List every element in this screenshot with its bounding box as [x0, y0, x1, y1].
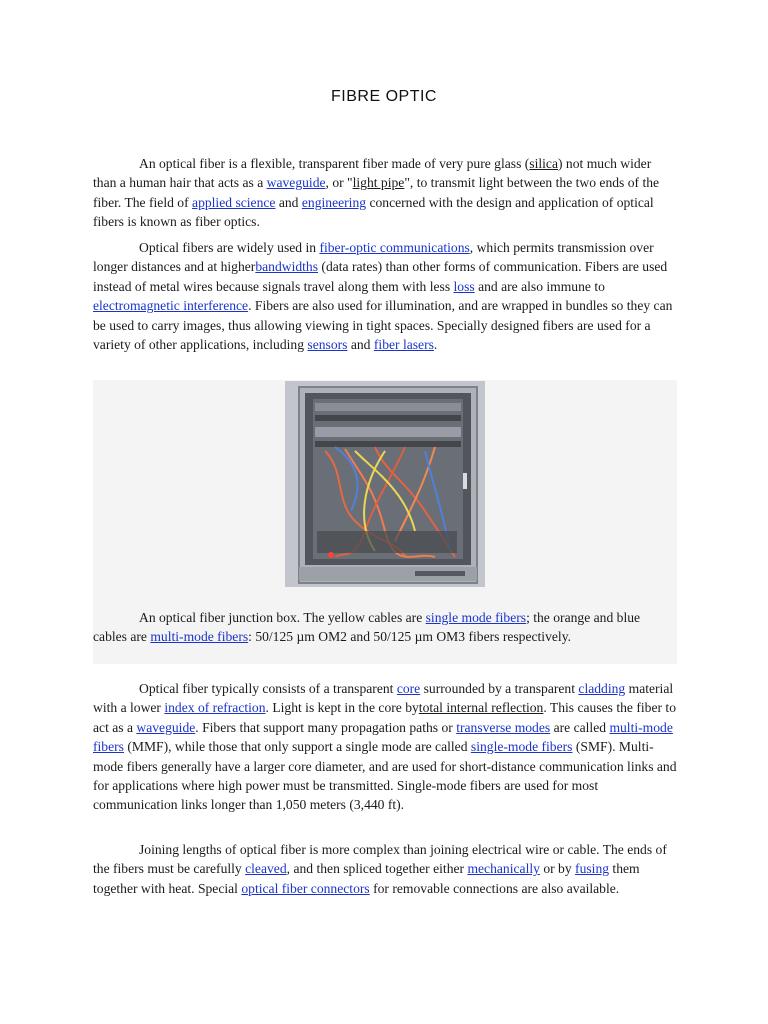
- text-run: ; the orange and blue cables are: [93, 610, 641, 645]
- link-cladding[interactable]: cladding: [578, 681, 626, 696]
- text-run: concerned with the design and application of optical fibers is known as fiber optics.: [93, 194, 654, 230]
- paragraph-intro: [93, 154, 677, 232]
- link-optical-fiber-connectors[interactable]: optical fiber connectors: [241, 880, 370, 896]
- link-waveguide[interactable]: waveguide: [266, 175, 326, 191]
- paragraph-uses: [93, 238, 677, 354]
- text-run: (data rates) than other forms of communication. Fibers are used instead of metal wires because signals travel along them with less: [93, 259, 668, 294]
- text-run: and: [275, 194, 302, 210]
- link-fiber-lasers[interactable]: fiber lasers: [373, 337, 434, 353]
- link-waveguide-2[interactable]: waveguide: [136, 719, 196, 735]
- figure-caption: [93, 608, 677, 647]
- link-total-internal-reflection[interactable]: total internal reflection: [418, 700, 544, 716]
- text-run: Optical fibers are widely used in: [139, 240, 320, 255]
- text-run: for removable connections are also available.: [369, 880, 620, 896]
- link-sensors[interactable]: sensors: [307, 337, 348, 353]
- text-run: An optical fiber is a flexible, transparent fiber made of very pure glass (: [139, 156, 530, 171]
- link-cleaved[interactable]: cleaved: [245, 861, 287, 877]
- link-fiber-optic-communications[interactable]: fiber-optic communications: [319, 240, 470, 255]
- link-electromagnetic-interference[interactable]: electromagnetic interference: [93, 298, 249, 314]
- link-bandwidths[interactable]: bandwidths: [255, 259, 319, 275]
- text-run: .: [433, 337, 438, 353]
- link-loss[interactable]: loss: [453, 278, 475, 294]
- text-run: . Fibers are also used for illumination, and are wrapped in bundles so they can be used to carry images, thus allowing viewing in tight spaces. Specially designed fibers are used for a variety of other applications, including: [93, 298, 673, 353]
- text-run: material with a lower: [93, 681, 674, 716]
- link-silica[interactable]: silica: [529, 156, 558, 171]
- paragraph-structure: [93, 679, 677, 815]
- paragraph-joining: [93, 840, 677, 898]
- text-run: . Light is kept in the core by: [265, 700, 419, 716]
- link-applied-science[interactable]: applied science: [192, 194, 276, 210]
- link-multi-mode-fibers[interactable]: multi-mode fibers: [150, 629, 249, 645]
- link-multi-mode-fibers-2[interactable]: multi-mode fibers: [93, 719, 673, 755]
- text-run: Joining lengths of optical fiber is more complex than joining electrical wire or cable. The ends of the fibers must be carefully: [93, 842, 667, 877]
- text-run: . This causes the fiber to act as a: [93, 700, 676, 735]
- link-fusing[interactable]: fusing: [575, 861, 610, 877]
- link-light-pipe[interactable]: light pipe: [352, 175, 405, 191]
- text-run: surrounded by a transparent: [420, 681, 579, 696]
- text-run: and: [347, 337, 374, 353]
- text-run: An optical fiber junction box. The yellow cables are: [139, 610, 426, 625]
- link-single-mode-fibers[interactable]: single mode fibers: [425, 610, 527, 625]
- link-engineering[interactable]: engineering: [301, 194, 367, 210]
- junction-box-image: [285, 381, 485, 587]
- text-run: are called: [550, 719, 610, 735]
- text-run: : 50/125 µm OM2 and 50/125 µm OM3 fibers respectively.: [248, 629, 572, 645]
- text-run: , and then spliced together either: [286, 861, 468, 877]
- link-transverse-modes[interactable]: transverse modes: [456, 719, 551, 735]
- text-run: and are also immune to: [474, 278, 605, 294]
- link-core[interactable]: core: [396, 681, 421, 696]
- junction-box-photo: [285, 381, 485, 587]
- text-run: , or ": [325, 175, 353, 191]
- link-single-mode-fibers-2[interactable]: single-mode fibers: [470, 739, 573, 755]
- text-run: Optical fiber typically consists of a transparent: [139, 681, 397, 696]
- text-run: or by: [539, 861, 576, 877]
- text-run: ", to transmit light between the two ends of the fiber. The field of: [93, 175, 660, 210]
- text-run: (MMF), while those that only support a single mode are called: [123, 739, 471, 755]
- text-run: (SMF). Multi-mode fibers generally have a larger core diameter, and are used for short-distance communication links and for applications where high power must be transmitted. Single-mode fibers are used for most communication links longer than 1,050 meters (3,440 ft).: [93, 739, 677, 813]
- page-title: FIBRE OPTIC: [331, 88, 437, 105]
- text-run: , which permits transmission over longer distances and at higher: [93, 240, 654, 275]
- text-run: ) not much wider than a human hair that acts as a: [93, 156, 652, 191]
- text-run: . Fibers that support many propagation paths or: [195, 719, 457, 735]
- link-index-of-refraction[interactable]: index of refraction: [164, 700, 266, 716]
- text-run: them together with heat. Special: [93, 861, 640, 896]
- link-mechanically[interactable]: mechanically: [467, 861, 540, 877]
